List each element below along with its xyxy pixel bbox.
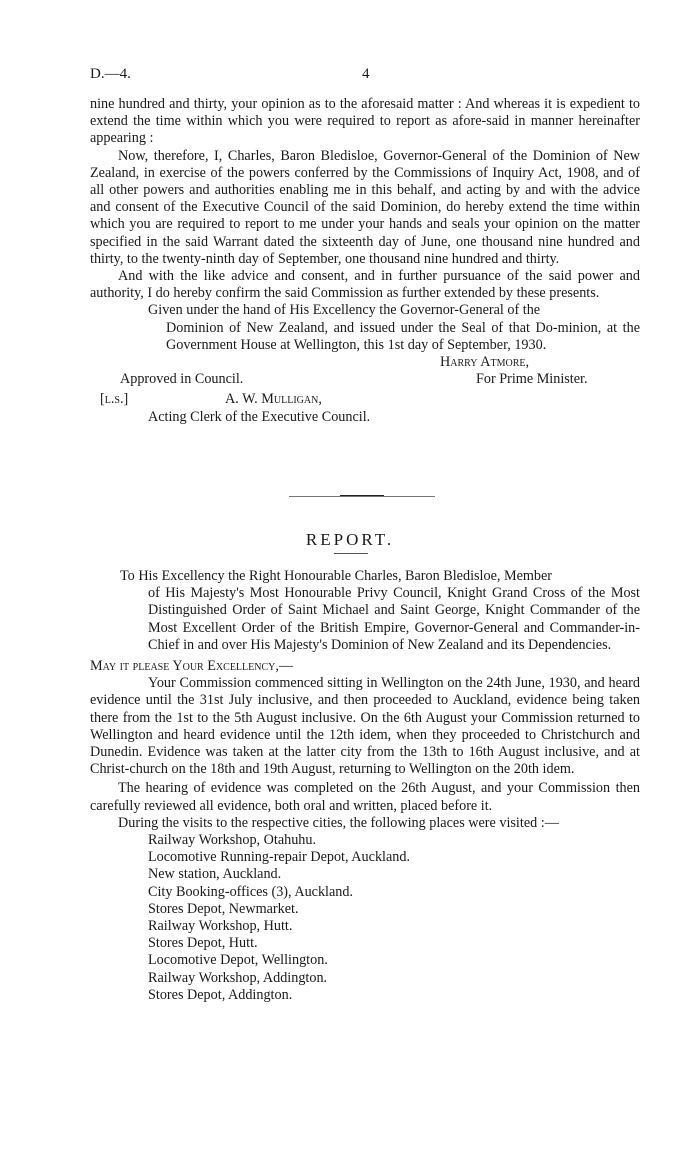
- place-item: Railway Workshop, Otahuhu.: [148, 832, 317, 849]
- clerk-title-row: [90, 409, 640, 426]
- title-underline: [334, 553, 368, 554]
- approval-row: [90, 371, 640, 388]
- place-item: Stores Depot, Hutt.: [148, 935, 258, 952]
- place-item: Stores Depot, Addington.: [148, 986, 293, 1003]
- clerk-name: A. W. Mulligan,: [225, 391, 322, 408]
- salutation: May it please Your Excellency,—: [90, 658, 294, 675]
- clerk-row: [90, 391, 640, 408]
- signatory-name: Harry Atmore,: [440, 354, 530, 371]
- report-paragraph-2: The hearing of evidence was completed on the 26th August, and your Commission then carefully reviewed all evidence, both oral and written, placed before it.: [90, 780, 640, 814]
- warrant-paragraph-3: And with the like advice and consent, and in further pursuance of the said power and authority, I do hereby confirm the said Commission as further extended by these presents.: [90, 268, 640, 302]
- place-item: New station, Auckland.: [148, 866, 282, 883]
- address-rest: of His Majesty's Most Honourable Privy Council, Knight Grand Cross of the Most Distinguished Order of Saint Michael and Saint George, Knight Commander of the Most Excellent Order of the British Empire, Governor-General and Commander-in-Chief in and over His Majesty's Dominion of New Zealand and its Dependencies.: [148, 585, 640, 653]
- section-divider-center: [340, 495, 384, 496]
- given-line-first: Given under the hand of His Excellency the Governor-General of the: [148, 302, 541, 319]
- warrant-section: [90, 96, 640, 426]
- warrant-paragraph-1: nine hundred and thirty, your opinion as to the aforesaid matter : And whereas it is expedient to extend the time within which you were required to report as afore-said in manner hereinafter appearing :: [90, 96, 640, 147]
- report-paragraph-1: Your Commission commenced sitting in Wellington on the 24th June, 1930, and heard evidence until the 31st July inclusive, and then proceeded to Auckland, evidence being taken there from the 1st to the 5th August inclusive. On the 6th August your Commission returned to Wellington and heard evidence until the 12th idem, when they proceeded to Christchurch and Dunedin. Evidence was taken at the latter city from the 13th to 16th August inclusive, and at Christ-church on the 18th and 19th August, returning to Wellington on the 20th idem.: [90, 675, 640, 778]
- seal-mark: [l.s.]: [100, 391, 129, 408]
- warrant-paragraph-2: Now, therefore, I, Charles, Baron Bledisloe, Governor-General of the Dominion of New Zealand, in exercise of the powers conferred by the Commissions of Inquiry Act, 1908, and of all other powers and authorities enabling me in this behalf, and acting by and with the advice and consent of the Executive Council of the said Dominion, do hereby extend the time within which you are required to report to me under your hands and seals your opinion on the matter specified in the said Warrant dated the sixteenth day of June, one thousand nine hundred and thirty, to the twenty-ninth day of September, one thousand nine hundred and thirty.: [90, 147, 640, 267]
- report-paragraph-3: During the visits to the respective cities, the following places were visited :—: [118, 814, 559, 831]
- report-title: REPORT.: [305, 530, 395, 549]
- page-number: 4: [362, 66, 370, 82]
- clerk-title: Acting Clerk of the Executive Council.: [148, 408, 371, 425]
- approved-in-council: Approved in Council.: [120, 371, 244, 388]
- address-first-line: To His Excellency the Right Honourable Charles, Baron Bledisloe, Member: [120, 568, 553, 584]
- place-item: Railway Workshop, Hutt.: [148, 917, 293, 934]
- document-reference: D.—4.: [90, 66, 131, 82]
- signatory-title: For Prime Minister.: [476, 371, 588, 388]
- place-item: Locomotive Running-repair Depot, Auckland.: [148, 849, 411, 866]
- place-item: City Booking-offices (3), Auckland.: [148, 883, 354, 900]
- signatory-name-row: [90, 354, 640, 371]
- report-section: [90, 568, 640, 1004]
- place-item: Stores Depot, Newmarket.: [148, 900, 299, 917]
- places-list: [148, 832, 640, 1004]
- given-line-rest: Dominion of New Zealand, and issued under the Seal of that Do-minion, at the Government House at Wellington, this 1st day of September, 1930.: [166, 319, 640, 353]
- place-item: Locomotive Depot, Wellington.: [148, 952, 328, 969]
- place-item: Railway Workshop, Addington.: [148, 969, 328, 986]
- section-divider: [289, 496, 435, 497]
